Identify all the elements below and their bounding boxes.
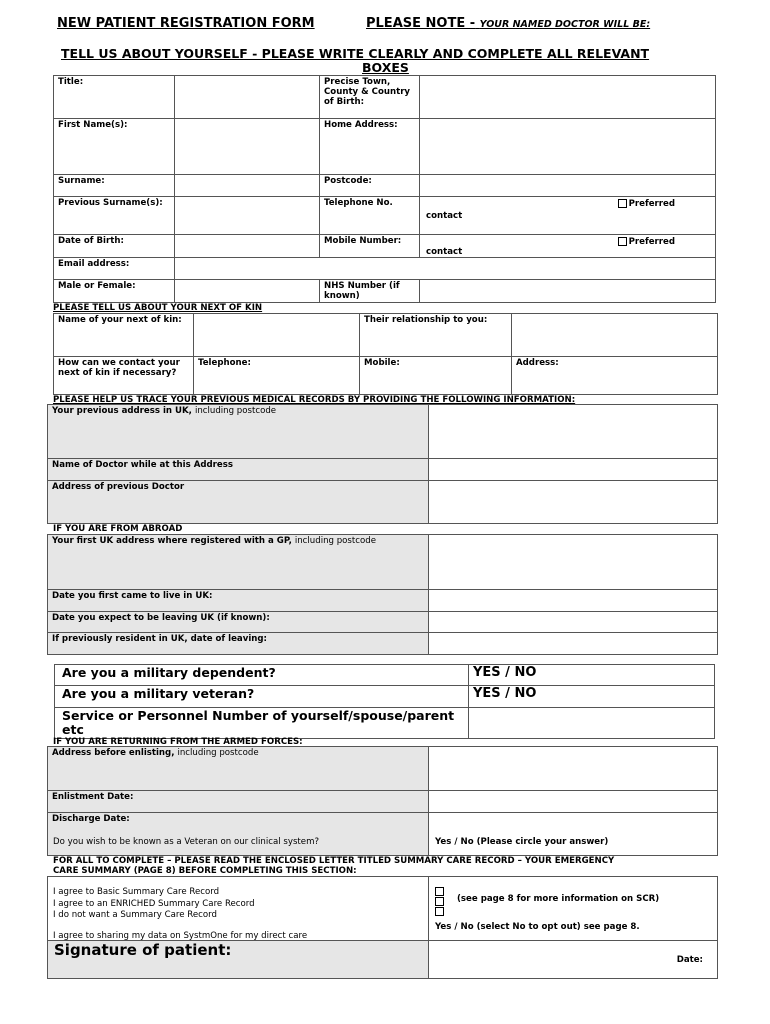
mobile-label: Mobile Number: (320, 235, 420, 258)
email-label: Email address: (54, 258, 175, 280)
previous-records-table (47, 404, 718, 524)
previous-doctor-label: Name of Doctor while at this Address (48, 459, 429, 481)
kin-table (53, 313, 718, 395)
previous-doctor-field[interactable] (429, 459, 718, 481)
military-dependent-label: Are you a military dependent? (55, 665, 469, 686)
previous-surnames-label: Previous Surname(s): (54, 197, 175, 235)
veteran-answer[interactable]: Yes / No (Please circle your answer) (429, 813, 718, 856)
dob-label: Date of Birth: (54, 235, 175, 258)
telephone-contact-label: contact (426, 211, 463, 221)
home-address-label: Home Address: (320, 119, 420, 175)
previous-address-field[interactable] (429, 405, 718, 459)
abroad-table (47, 534, 718, 655)
service-number-label: Service or Personnel Number of yourself/spouse/parent etc (55, 708, 469, 739)
kin-contact-label: How can we contact your next of kin if necessary? (54, 357, 194, 395)
birth-place-field[interactable] (420, 76, 716, 119)
checkbox-icon[interactable] (435, 897, 444, 906)
leave-date-label: Date you expect to be leaving UK (if known): (48, 612, 429, 633)
note-label: PLEASE NOTE - (366, 16, 476, 31)
forces-table (47, 746, 718, 856)
previous-address-label: Your previous address in UK, including postcode (48, 405, 429, 459)
scr-options (48, 877, 429, 941)
postcode-field[interactable] (420, 175, 716, 197)
first-uk-address-label: Your first UK address where registered with a GP, including postcode (48, 535, 429, 590)
telephone-label: Telephone No. (320, 197, 420, 235)
kin-telephone-field[interactable]: Telephone: (194, 357, 360, 395)
kin-relationship-label: Their relationship to you: (360, 314, 512, 357)
previous-doctor-address-field[interactable] (429, 481, 718, 524)
checkbox-icon (618, 199, 627, 208)
surname-field[interactable] (175, 175, 320, 197)
enlist-address-label: Address before enlisting, including postcode (48, 747, 429, 791)
kin-address-field[interactable]: Address: (512, 357, 718, 395)
note-text: YOUR NAMED DOCTOR WILL BE: (479, 19, 651, 30)
scr-section-line2: CARE SUMMARY (PAGE 8) BEFORE COMPLETING THIS SECTION: (53, 866, 357, 876)
military-dependent-answer[interactable]: YES / NO (469, 665, 715, 686)
scr-see-page: (see page 8 for more information on SCR) (457, 894, 660, 904)
previous-resident-label: If previously resident in UK, date of leaving: (48, 633, 429, 655)
abroad-section-title: IF YOU ARE FROM ABROAD (53, 524, 183, 534)
checkbox-icon[interactable] (435, 907, 444, 916)
came-date-label: Date you first came to live in UK: (48, 590, 429, 612)
forces-section-title: IF YOU ARE RETURNING FROM THE ARMED FORCES: (53, 737, 303, 747)
birth-place-label: Precise Town, County & Country of Birth: (320, 76, 420, 119)
mobile-contact-label: contact (426, 247, 463, 257)
title-label: Title: (54, 76, 175, 119)
came-date-field[interactable] (429, 590, 718, 612)
previous-doctor-address-label: Address of previous Doctor (48, 481, 429, 524)
kin-section-title: PLEASE TELL US ABOUT YOUR NEXT OF KIN (53, 303, 263, 313)
date-field[interactable] (429, 941, 718, 979)
discharge-date-label: Discharge Date: Do you wish to be known as a Veteran on our clinical system? (48, 813, 429, 856)
scr-table (47, 876, 718, 979)
surname-label: Surname: (54, 175, 175, 197)
enlistment-date-field[interactable] (429, 791, 718, 813)
kin-name-label: Name of your next of kin: (54, 314, 194, 357)
military-veteran-label: Are you a military veteran? (55, 686, 469, 708)
dob-field[interactable] (175, 235, 320, 258)
nhs-label: NHS Number (if known) (320, 280, 420, 303)
scr-choices (429, 877, 718, 941)
scr-systmone: I agree to sharing my data on SystmOne for my direct care (53, 931, 308, 941)
sex-label: Male or Female: (54, 280, 175, 303)
enlistment-date-label: Enlistment Date: (48, 791, 429, 813)
kin-name-field[interactable] (194, 314, 360, 357)
email-field[interactable] (175, 258, 716, 280)
home-address-field[interactable] (420, 119, 716, 175)
scr-section-line1: FOR ALL TO COMPLETE – PLEASE READ THE ENCLOSED LETTER TITLED SUMMARY CARE RECORD – YOUR EMERGENCY (53, 856, 615, 866)
previous-resident-field[interactable] (429, 633, 718, 655)
instruction-line2: BOXES (362, 60, 409, 75)
form-title: NEW PATIENT REGISTRATION FORM (57, 16, 315, 31)
mobile-preferred[interactable]: Preferred (618, 237, 675, 247)
checkbox-icon (618, 237, 627, 246)
first-uk-address-field[interactable] (429, 535, 718, 590)
personal-details-table (53, 75, 716, 303)
service-number-field[interactable] (469, 708, 715, 739)
postcode-label: Postcode: (320, 175, 420, 197)
nhs-field[interactable] (420, 280, 716, 303)
previous-surnames-field[interactable] (175, 197, 320, 235)
date-label: Date: (676, 955, 703, 965)
telephone-preferred[interactable]: Preferred (618, 199, 675, 209)
previous-section-title: PLEASE HELP US TRACE YOUR PREVIOUS MEDICAL RECORDS BY PROVIDING THE FOLLOWING INFORMATION: (53, 395, 576, 405)
sex-field[interactable] (175, 280, 320, 303)
military-table (54, 664, 715, 739)
telephone-field[interactable] (420, 197, 716, 235)
first-names-field[interactable] (175, 119, 320, 175)
title-field[interactable] (175, 76, 320, 119)
scr-none: I do not want a Summary Care Record (53, 910, 217, 920)
military-veteran-answer[interactable]: YES / NO (469, 686, 715, 708)
scr-basic: I agree to Basic Summary Care Record (53, 887, 220, 897)
enlist-address-field[interactable] (429, 747, 718, 791)
checkbox-icon[interactable] (435, 887, 444, 896)
kin-mobile-field[interactable]: Mobile: (360, 357, 512, 395)
instruction-line1: TELL US ABOUT YOURSELF - PLEASE WRITE CLEARLY AND COMPLETE ALL RELEVANT (61, 46, 650, 61)
first-names-label: First Name(s): (54, 119, 175, 175)
mobile-field[interactable] (420, 235, 716, 258)
signature-label: Signature of patient: (48, 941, 429, 979)
veteran-question: Do you wish to be known as a Veteran on our clinical system? (53, 837, 320, 847)
scr-enriched: I agree to an ENRICHED Summary Care Record (53, 899, 255, 909)
leave-date-field[interactable] (429, 612, 718, 633)
doctor-note (366, 16, 650, 31)
scr-opt-out[interactable]: Yes / No (select No to opt out) see page 8. (435, 922, 640, 932)
kin-relationship-field[interactable] (512, 314, 718, 357)
